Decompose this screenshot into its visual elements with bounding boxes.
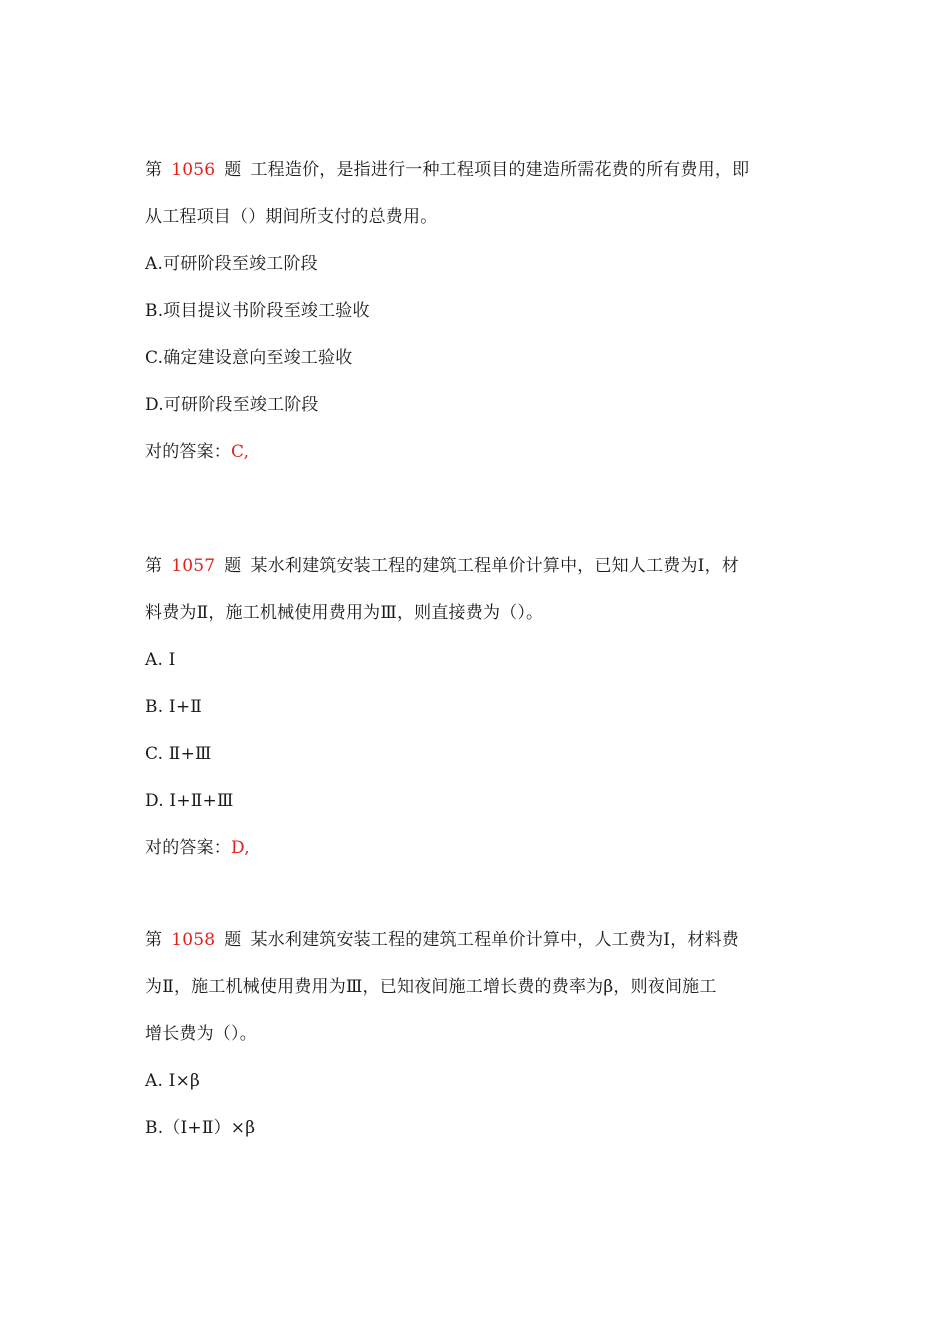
question-1057: [145, 543, 810, 872]
question-suffix: 题: [224, 930, 242, 950]
question-header: [145, 147, 810, 194]
question-number: 1057: [171, 556, 216, 576]
answer-line: [145, 429, 810, 476]
option-b: B. Ⅰ+Ⅱ: [145, 697, 203, 717]
question-stem-line: 为Ⅱ，施工机械使用费用为Ⅲ，已知夜间施工增长费的费率为β，则夜间施工: [145, 977, 717, 997]
option-c: C. Ⅱ+Ⅲ: [145, 744, 212, 764]
answer-value: C,: [231, 442, 250, 462]
question-header: [145, 543, 810, 590]
question-prefix: 第: [145, 160, 163, 180]
answer-value: D,: [231, 838, 250, 858]
option-a: A. Ⅰ×β: [145, 1071, 201, 1091]
question-number: 1058: [171, 930, 216, 950]
question-stem-line: 增长费为（）。: [145, 1024, 257, 1044]
question-1056: [145, 147, 810, 476]
option-a: A. Ⅰ: [145, 650, 176, 670]
question-suffix: 题: [224, 160, 242, 180]
question-1058: [145, 917, 810, 1152]
answer-line: [145, 825, 810, 872]
question-stem-line: 从工程项目（）期间所支付的总费用。: [145, 207, 438, 227]
question-stem-line: 料费为Ⅱ，施工机械使用费用为Ⅲ，则直接费为（）。: [145, 603, 544, 623]
question-prefix: 第: [145, 556, 163, 576]
option-d: D. Ⅰ+Ⅱ+Ⅲ: [145, 791, 234, 811]
question-stem-line: 工程造价，是指进行一种工程项目的建造所需花费的所有费用，即: [250, 160, 750, 180]
option-c: C.确定建设意向至竣工验收: [145, 348, 353, 368]
option-d: D.可研阶段至竣工阶段: [145, 395, 319, 415]
question-stem-line: 某水利建筑安装工程的建筑工程单价计算中，人工费为Ⅰ，材料费: [250, 930, 739, 950]
option-a: A.可研阶段至竣工阶段: [145, 254, 318, 274]
question-number: 1056: [171, 160, 216, 180]
question-stem-line: 某水利建筑安装工程的建筑工程单价计算中，已知人工费为Ⅰ，材: [250, 556, 739, 576]
question-prefix: 第: [145, 930, 163, 950]
option-b: B.（Ⅰ+Ⅱ）×β: [145, 1118, 256, 1138]
answer-label: 对的答案：: [145, 442, 231, 462]
answer-label: 对的答案：: [145, 838, 231, 858]
option-b: B.项目提议书阶段至竣工验收: [145, 301, 370, 321]
question-header: [145, 917, 810, 964]
question-suffix: 题: [224, 556, 242, 576]
